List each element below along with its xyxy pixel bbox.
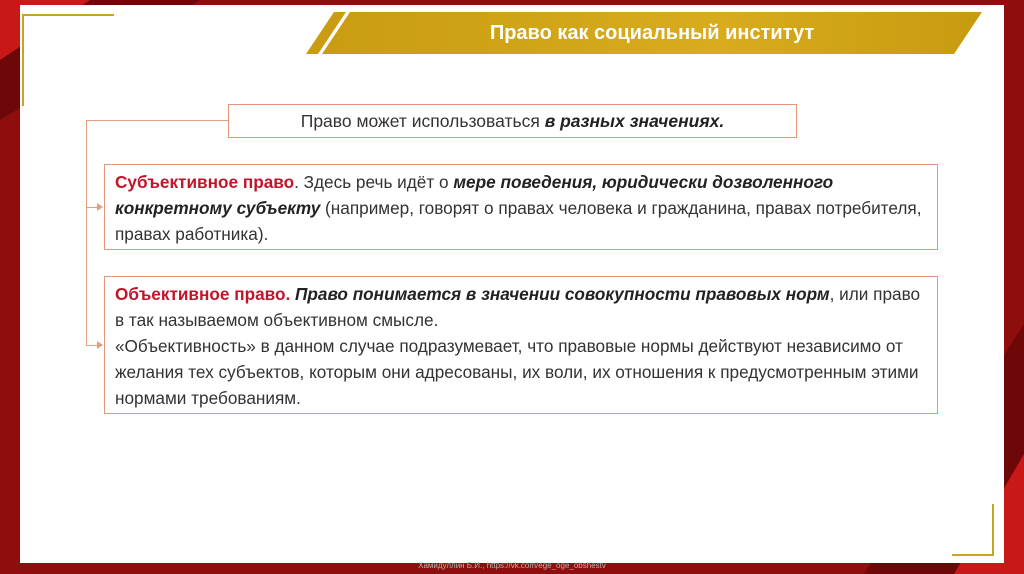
intro-text: Право может использоваться (300, 111, 545, 131)
subjective-emphasis: мере поведения, юридически дозволенного конкретному субъекту (115, 172, 834, 218)
arrow-to-box1 (97, 203, 103, 211)
subjective-term: Субъективное право (115, 172, 295, 192)
intro-emphasis: в разных значениях. (544, 111, 725, 131)
gold-frame-corner-bottom-right (952, 504, 994, 556)
intro-box (228, 104, 797, 138)
subjective-sep: . Здесь речь идёт о (294, 172, 454, 192)
objective-rest: , или право в так называемом объективном смысле. (115, 284, 921, 330)
connector-vertical (86, 120, 87, 346)
objective-law-box (104, 276, 938, 414)
gold-frame-corner-top-left (22, 14, 114, 106)
subjective-rest: (например, говорят о правах человека и гражданина, правах потребителя, правах работника). (115, 198, 922, 244)
arrow-to-box2 (97, 341, 103, 349)
footer-credit: Хамидуллин Б.И., https://vk.com/ege_oge_obshestv (418, 561, 606, 570)
subjective-law-box (104, 164, 938, 250)
objective-emphasis: Право понимается в значении совокупности правовых норм (290, 284, 830, 304)
slide-title: Право как социальный институт (489, 22, 815, 44)
objective-paragraph-1 (115, 281, 927, 333)
objective-paragraph-2: «Объективность» в данном случае подразумевает, что правовые нормы действуют независимо от желания тех субъектов, которым они адресованы, их воли, их отношения к предусмотренным этими нормами требованиям. (115, 336, 919, 408)
objective-term: Объективное право. (115, 284, 291, 304)
connector-top (86, 120, 228, 121)
